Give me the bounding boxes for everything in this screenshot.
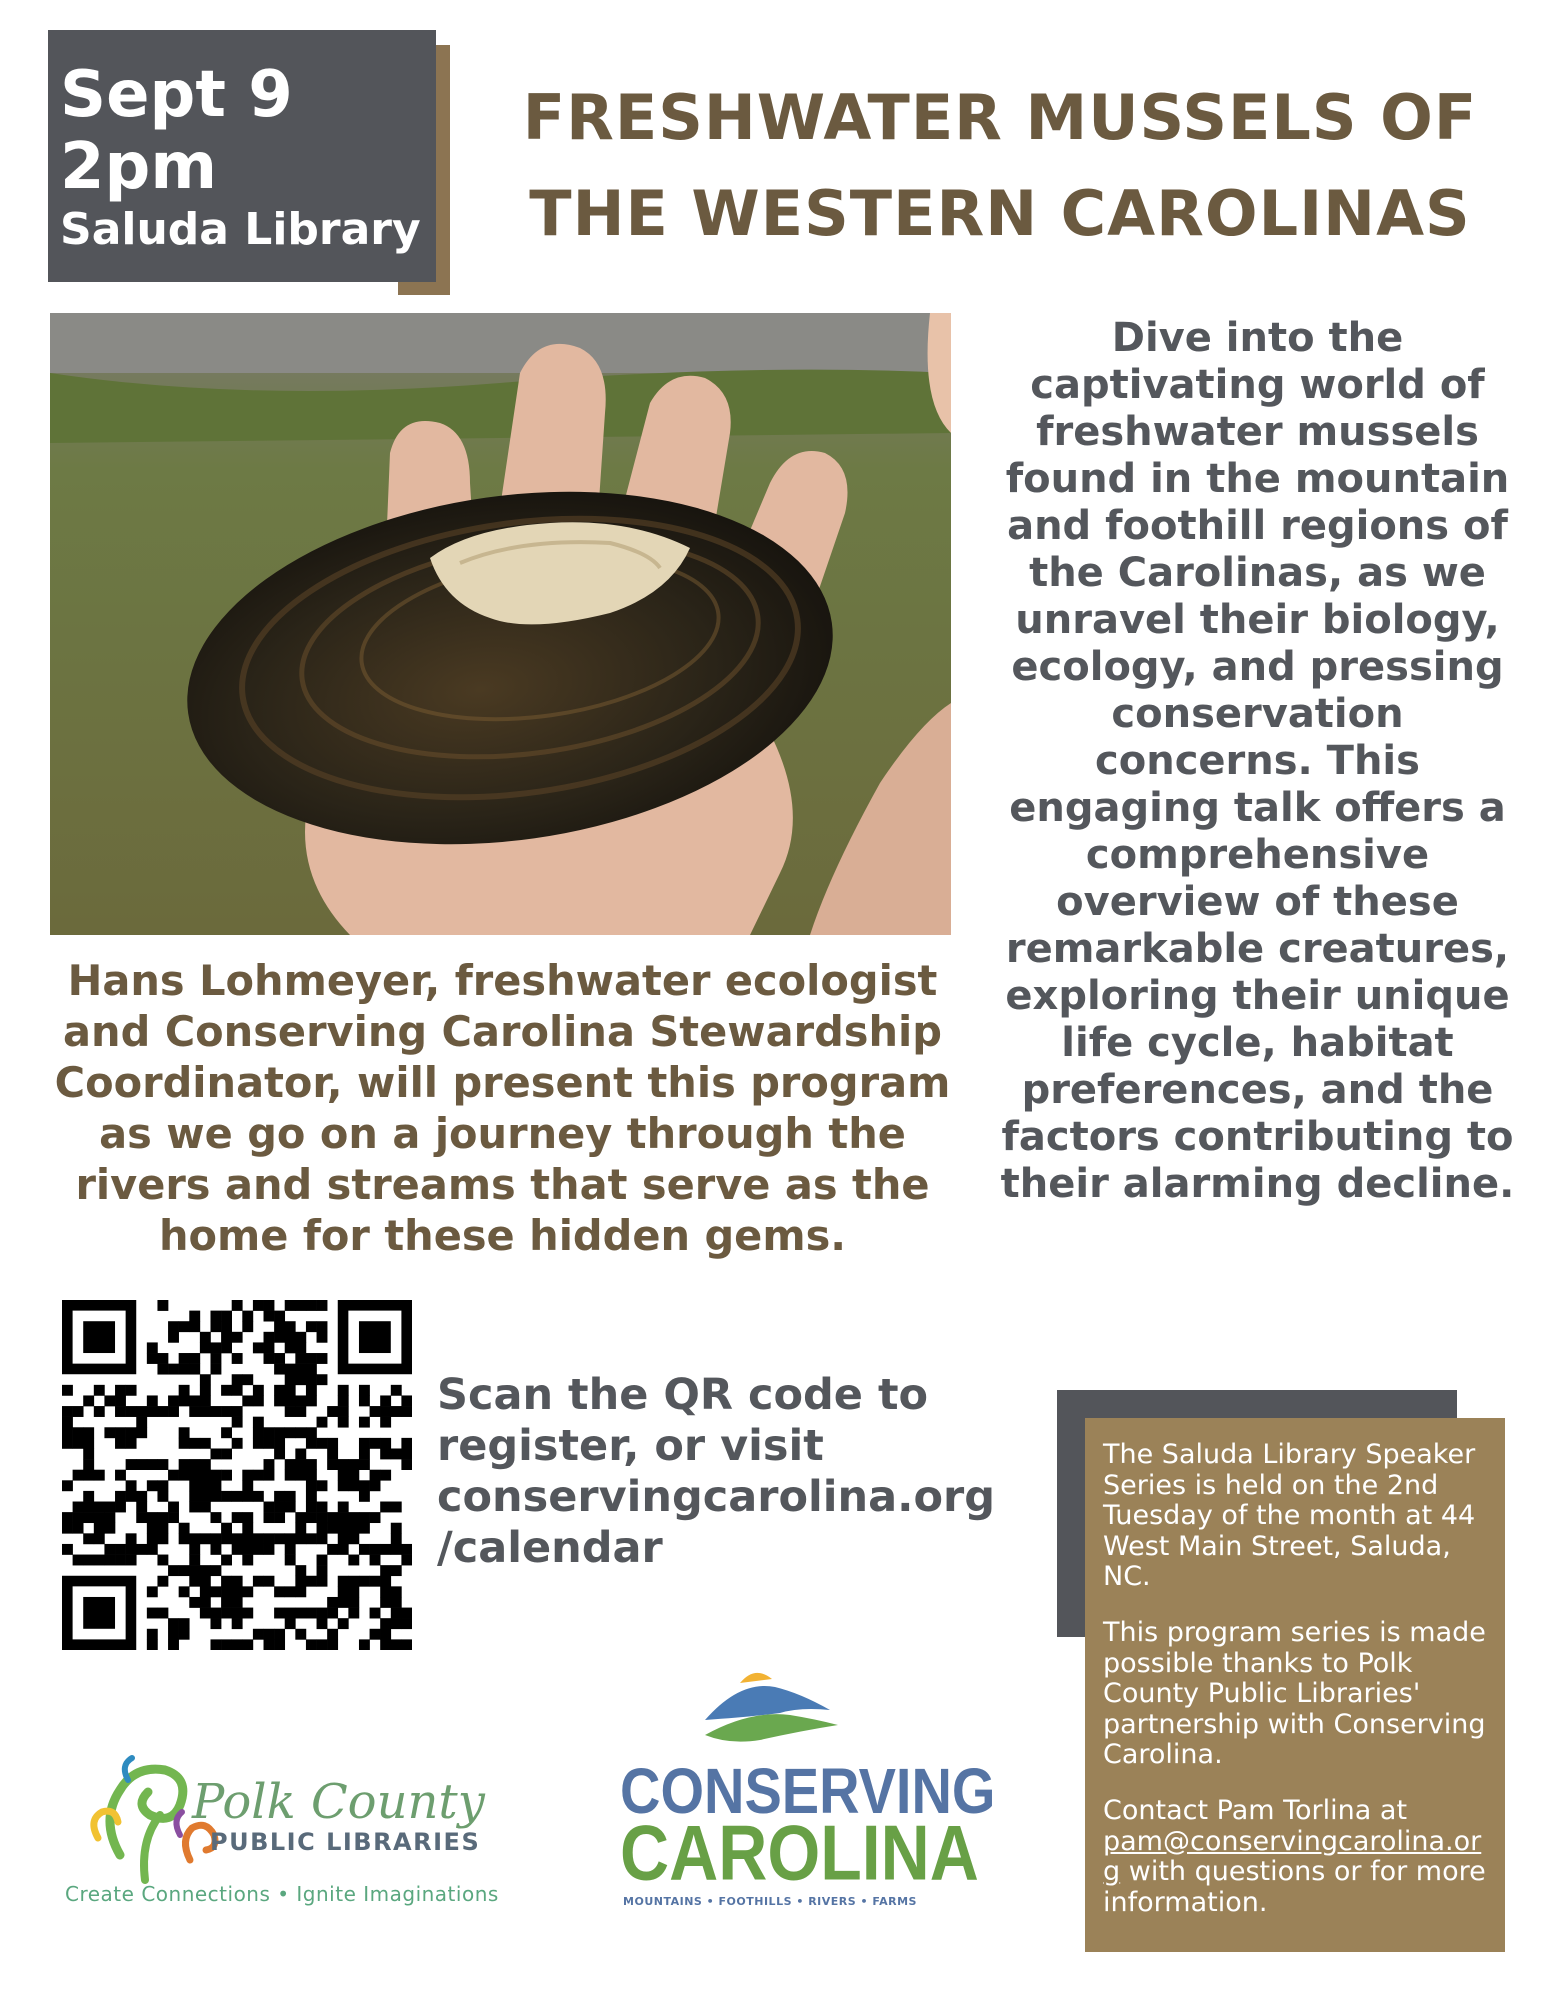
- event-time: 2pm: [60, 130, 218, 204]
- speaker-series-info: The Saluda Library Speaker Series is held on the 2nd Tuesday of the month at 44 West Main Street, Saluda, NC.: [1103, 1439, 1476, 1592]
- date-badge: [48, 30, 436, 282]
- register-link-path[interactable]: /calendar: [437, 1523, 663, 1573]
- info-box: [1085, 1418, 1505, 1952]
- event-location: Saluda Library: [60, 204, 421, 255]
- title-line-1: FRESHWATER MUSSELS OF: [522, 81, 1478, 154]
- polk-public-libraries: PUBLIC LIBRARIES: [210, 1828, 481, 1856]
- polk-county-name: Polk County: [192, 1774, 485, 1830]
- title-line-2: THE WESTERN CAROLINAS: [529, 177, 1471, 250]
- qr-finder-pattern: [83, 1597, 115, 1629]
- registration-qr-code[interactable]: [62, 1300, 412, 1650]
- conserving-carolina-tagline: MOUNTAINS • FOOTHILLS • RIVERS • FARMS: [623, 1895, 917, 1908]
- qr-finder-pattern: [83, 1321, 115, 1353]
- polk-tagline: Create Connections • Ignite Imaginations: [65, 1882, 499, 1906]
- qr-code-graphic: [62, 1300, 412, 1650]
- register-instructions: [437, 1370, 997, 1574]
- event-date: Sept 9: [60, 58, 293, 132]
- conserving-wordmark: CONSERVING: [620, 1754, 996, 1827]
- presenter-paragraph: Hans Lohmeyer, freshwater ecologist and Conserving Carolina Stewardship Coordinator, will present this program as we go on a journey through the rivers and streams that serve as the home for these hidden gems.: [54, 956, 951, 1260]
- page-title: [470, 70, 1530, 262]
- contact-suffix: with questions or for more information.: [1103, 1856, 1486, 1918]
- program-description: Dive into the captivating world of freshwater mussels found in the mountain and foothill regions of the Carolinas, as we unravel their biology, ecology, and pressing conservation concerns. This engaging talk offers a comprehensive overview of these remarkable creatures, exploring their unique life cycle, habitat preferences, and the factors contributing to their alarming decline.: [1000, 315, 1515, 1207]
- qr-finder-pattern: [359, 1321, 391, 1353]
- register-line-1: Scan the QR code to: [437, 1370, 929, 1420]
- partnership-info: This program series is made possible thanks to Polk County Public Libraries' partnership with Conserving Carolina.: [1103, 1617, 1486, 1770]
- carolina-wordmark: CAROLINA: [620, 1809, 979, 1897]
- contact-info: [1103, 1796, 1495, 1918]
- conserving-carolina-mountain-icon: [700, 1665, 840, 1750]
- contact-prefix: Contact Pam Torlina at: [1103, 1795, 1408, 1826]
- mussel-photo: [50, 313, 951, 935]
- register-line-2: register, or visit: [437, 1421, 824, 1471]
- contact-email-link[interactable]: pam@conservingcarolina.org: [1103, 1825, 1482, 1887]
- register-link[interactable]: conservingcarolina.org: [437, 1472, 995, 1522]
